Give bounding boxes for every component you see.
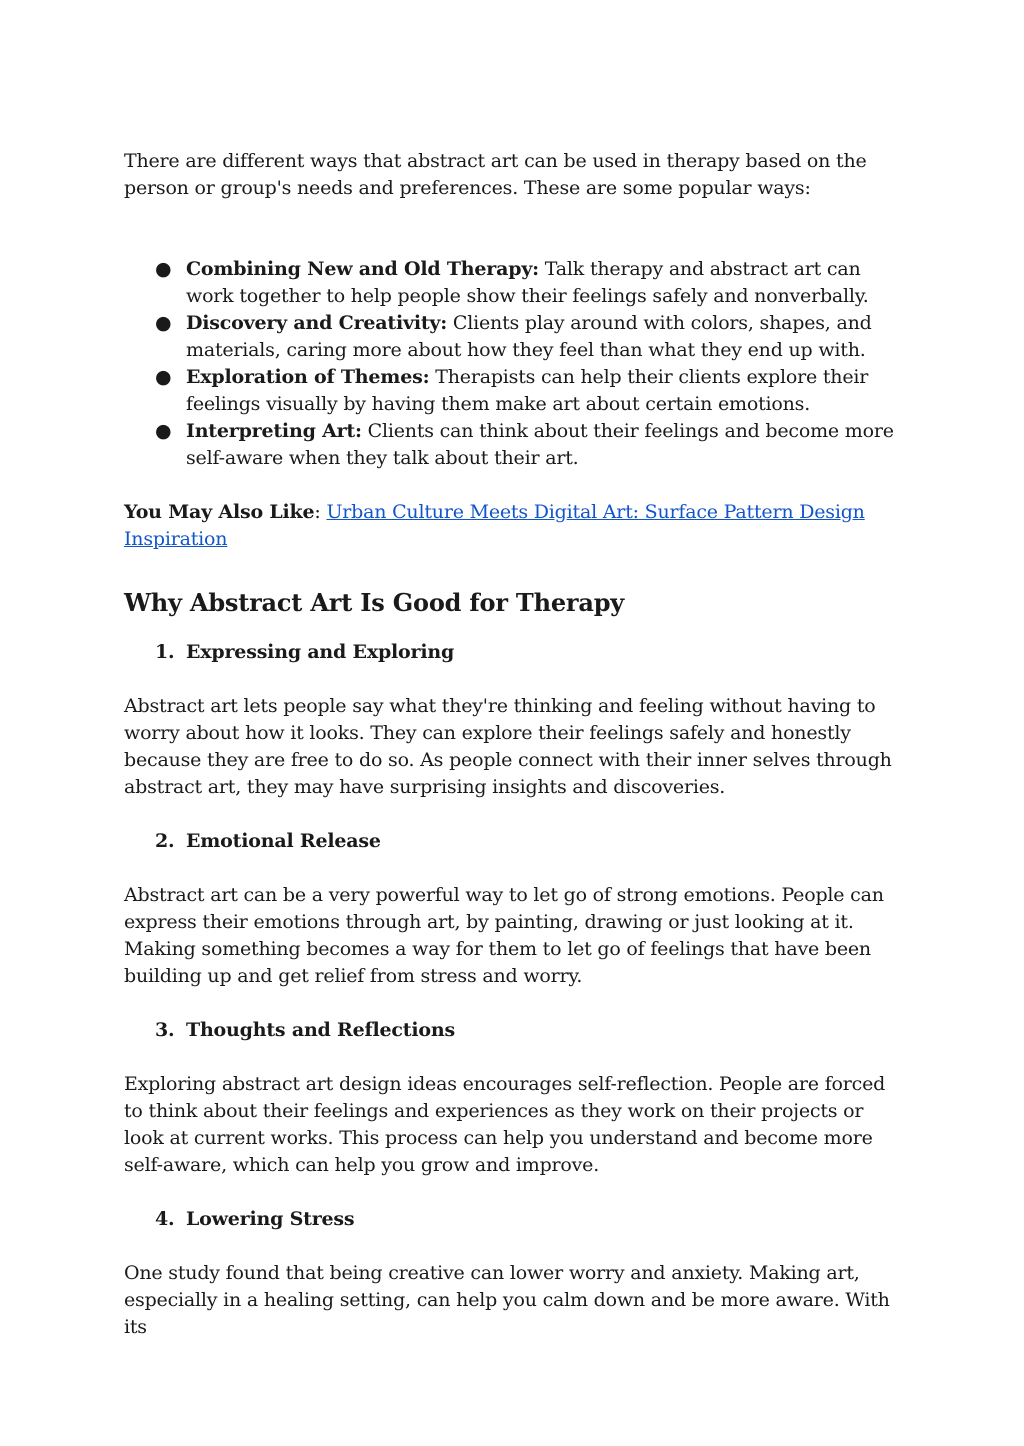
section-heading: Why Abstract Art Is Good for Therapy [124, 588, 625, 617]
section-paragraph: One study found that being creative can lower worry and anxiety. Making art, especially in a healing setting, can help you calm down and be more aware. With its [124, 1262, 890, 1338]
subheading-3 [124, 1017, 904, 1044]
list-item-title: Combining New and Old Therapy: [186, 258, 539, 280]
bullet-icon: ● [155, 312, 172, 334]
list-item-text: Clients play around with colors, shapes, and materials, caring more about how they feel than what they end up with. [186, 312, 872, 361]
list-item [124, 310, 904, 364]
list-item-title: Exploration of Themes: [186, 366, 430, 388]
subheading-title: Expressing and Exploring [186, 641, 455, 663]
section-paragraph: Abstract art can be a very powerful way to let go of strong emotions. People can express their emotions through art, by painting, drawing or just looking at it. Making something becomes a way for them to let go of feelings that have been building up and get relief from stress and worry. [124, 884, 884, 987]
list-item [124, 364, 904, 418]
subheading-number: 2. [155, 830, 175, 852]
list-item-title: Discovery and Creativity: [186, 312, 448, 334]
subheading-number: 3. [155, 1019, 175, 1041]
ways-list [124, 256, 904, 472]
subheading-2 [124, 828, 904, 855]
bullet-icon: ● [155, 366, 172, 388]
bullet-icon: ● [155, 258, 172, 280]
subheading-1 [124, 639, 904, 666]
subheading-number: 4. [155, 1208, 175, 1230]
list-item-title: Interpreting Art: [186, 420, 362, 442]
bullet-icon: ● [155, 420, 172, 442]
list-item-text: Therapists can help their clients explore their feelings visually by having them make art about certain emotions. [186, 366, 869, 415]
related-article-link[interactable]: Urban Culture Meets Digital Art: Surface Pattern Design Inspiration [124, 501, 865, 550]
section-paragraph: Exploring abstract art design ideas encourages self-reflection. People are forced to think about their feelings and experiences as they work on their projects or look at current works. This process can help you understand and become more self-aware, which can help you grow and improve. [124, 1073, 886, 1176]
subheading-title: Lowering Stress [186, 1208, 355, 1230]
also-like-line [124, 499, 904, 553]
intro-paragraph: There are different ways that abstract art can be used in therapy based on the person or group's needs and preferences. These are some popular ways: [124, 150, 867, 199]
section-paragraph: Abstract art lets people say what they're thinking and feeling without having to worry about how it looks. They can explore their feelings safely and honestly because they are free to do so. As people connect with their inner selves through abstract art, they may have surprising insights and discoveries. [124, 695, 892, 798]
subheading-title: Thoughts and Reflections [186, 1019, 455, 1041]
list-item-text: Talk therapy and abstract art can work together to help people show their feelings safely and nonverbally. [186, 258, 869, 307]
list-item [124, 256, 904, 310]
subheading-title: Emotional Release [186, 830, 381, 852]
document-page [124, 148, 904, 1368]
subheading-4 [124, 1206, 904, 1233]
also-like-separator: : [314, 501, 327, 523]
list-item-text: Clients can think about their feelings and become more self-aware when they talk about their art. [186, 420, 894, 469]
also-like-label: You May Also Like [124, 501, 315, 523]
subheading-number: 1. [155, 641, 175, 663]
list-item [124, 418, 904, 472]
